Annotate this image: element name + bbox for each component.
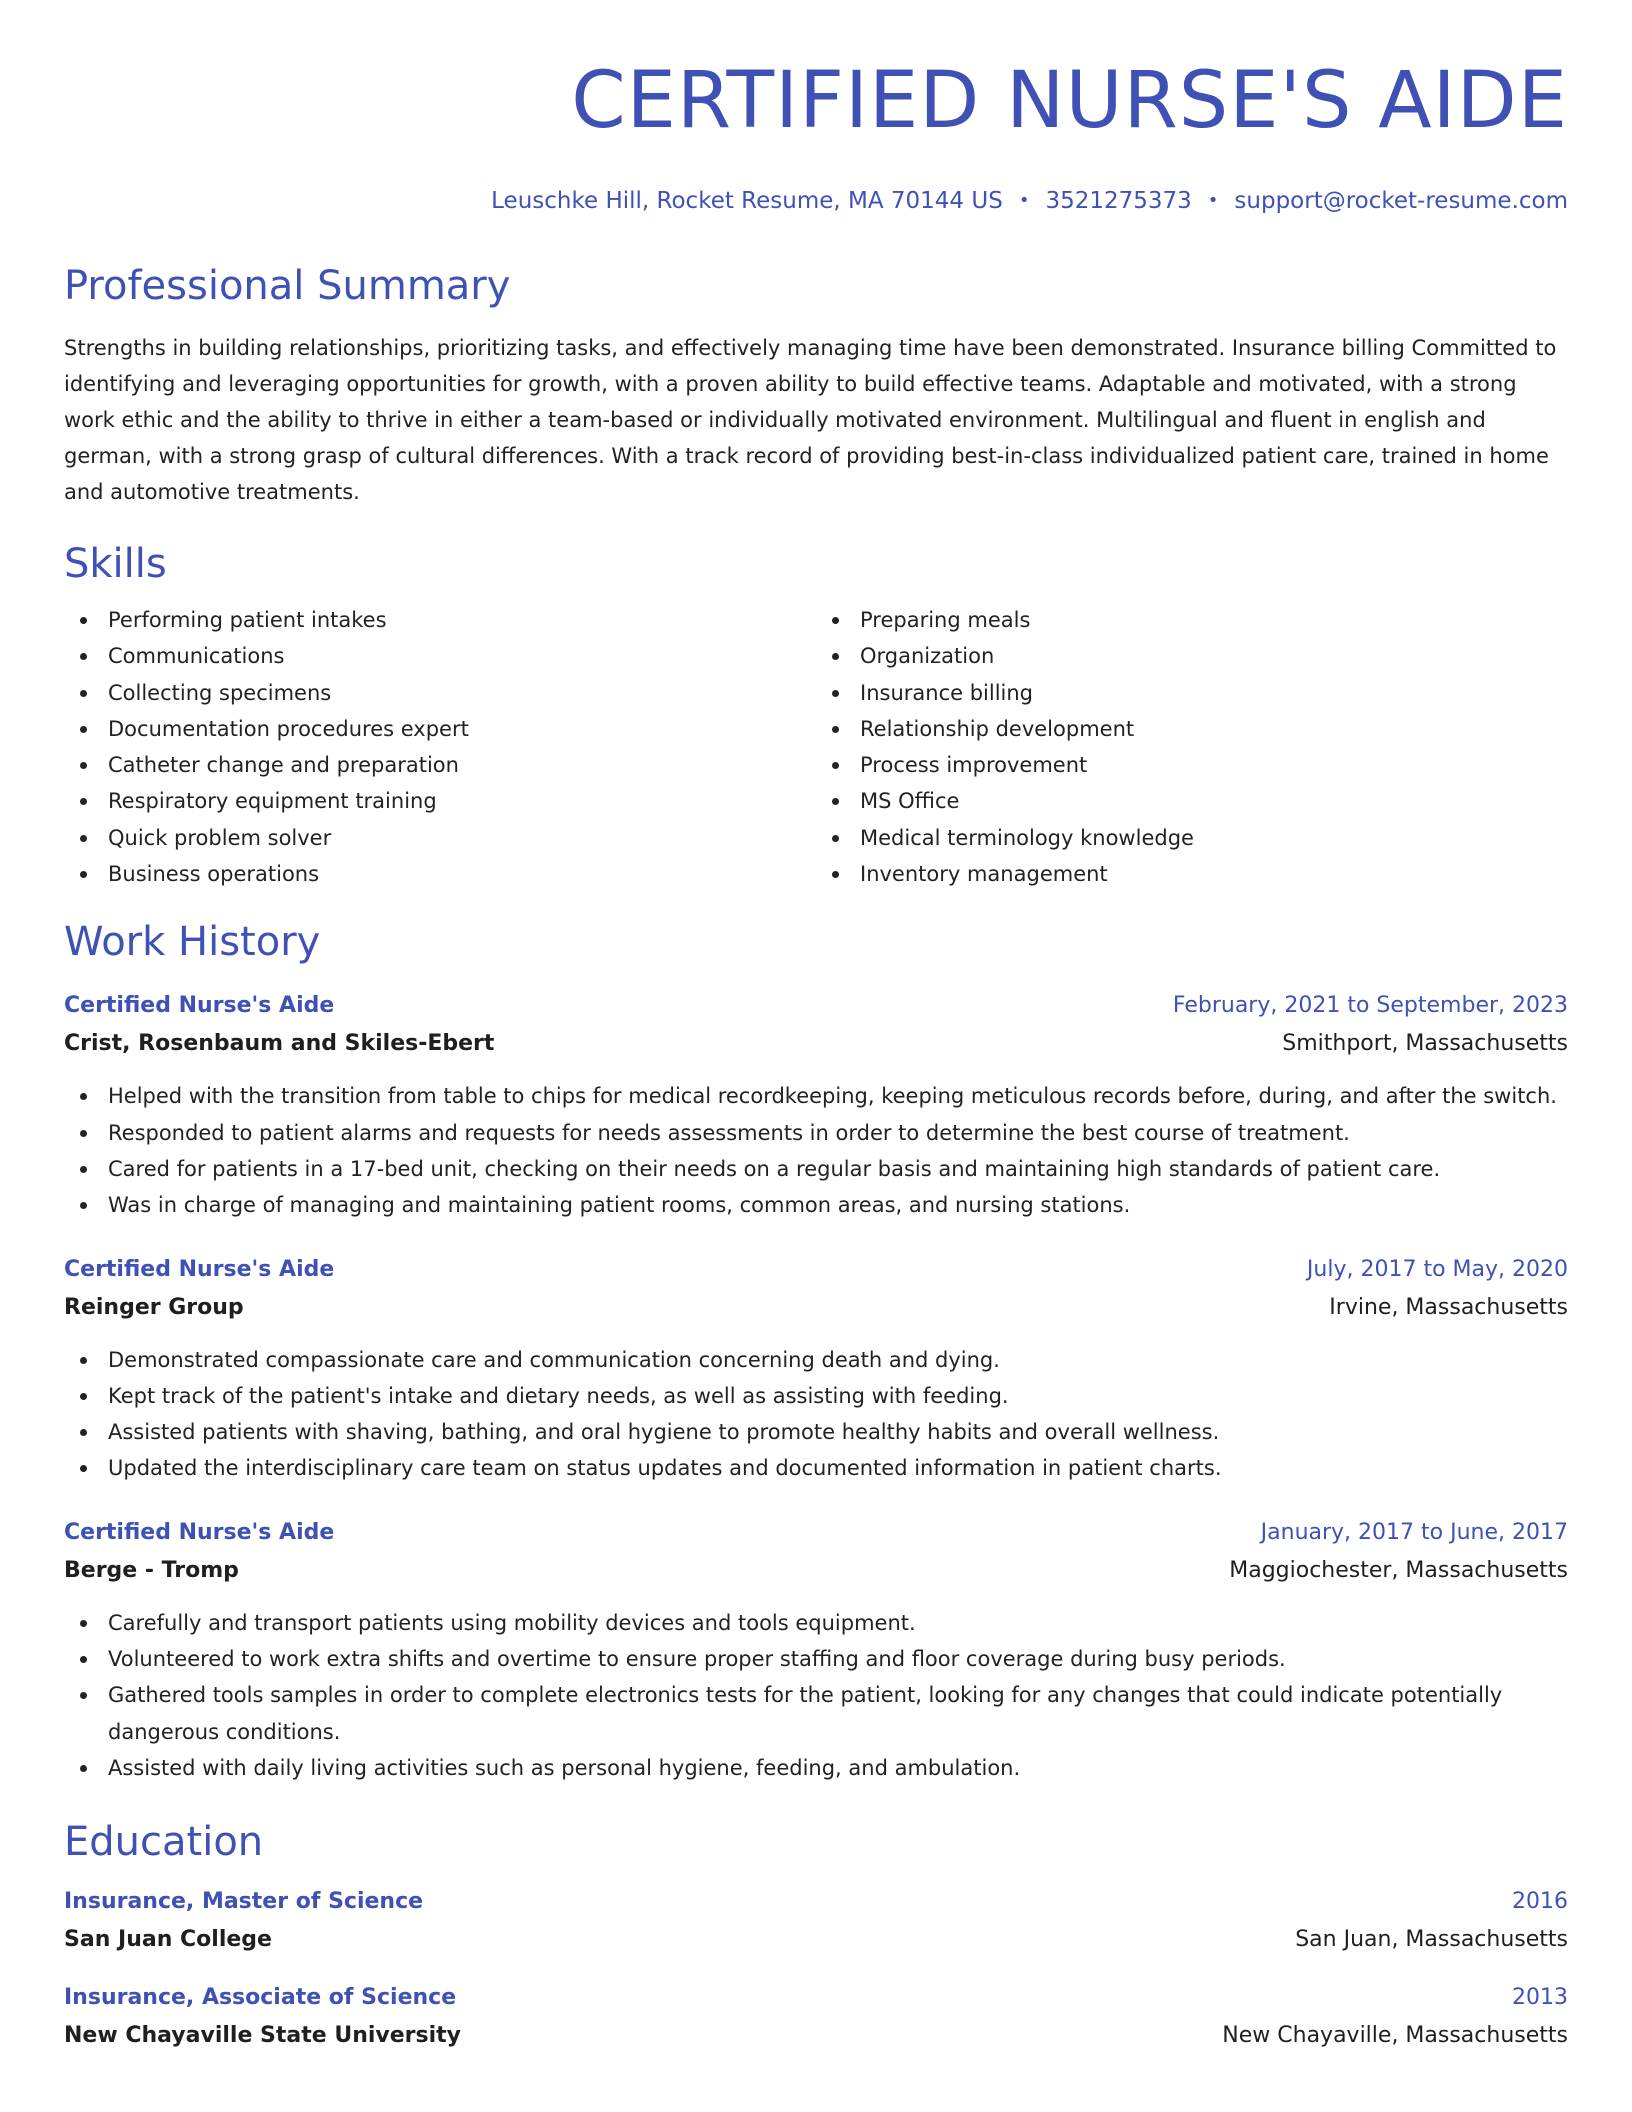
skill-item: Collecting specimens [108,675,816,711]
candidate-title: CERTIFIED NURSE'S AIDE [571,56,1568,146]
contact-address: Leuschke Hill, Rocket Resume, MA 70144 US [491,188,1003,214]
degree-name: Insurance, Master of Science [64,1889,424,1915]
contact-email[interactable]: support@rocket-resume.com [1234,188,1568,214]
skill-item: Organization [860,638,1568,674]
skill-item: Medical terminology knowledge [860,820,1568,856]
work-entry-header [64,1254,1568,1286]
skills-column-left [64,602,816,892]
duty-item: Helped with the transition from table to chips for medical recordkeeping, keeping meticulous records before, during, and after the switch. [108,1078,1568,1114]
school-location: San Juan, Massachusetts [1295,1927,1568,1953]
education-entry [64,1982,1568,2054]
job-duties [64,1605,1568,1786]
job-title: Certified Nurse's Aide [64,993,335,1019]
skill-item: Catheter change and preparation [108,747,816,783]
skill-item: Inventory management [860,856,1568,892]
contact-separator: • [1207,190,1219,211]
school-name: San Juan College [64,1927,272,1953]
skills-heading: Skills [64,541,167,587]
duty-item: Updated the interdisciplinary care team on status updates and documented information in patient charts. [108,1450,1568,1486]
skill-item: Respiratory equipment training [108,783,816,819]
duty-item: Kept track of the patient's intake and dietary needs, as well as assisting with feeding. [108,1378,1568,1414]
job-location: Smithport, Massachusetts [1282,1031,1568,1057]
skill-item: Quick problem solver [108,820,816,856]
degree-name: Insurance, Associate of Science [64,1985,457,2011]
education-entry-subheader [64,1918,1568,1958]
contact-separator: • [1018,190,1030,211]
school-name: New Chayaville State University [64,2023,461,2049]
graduation-year: 2013 [1512,1985,1568,2011]
job-dates: January, 2017 to June, 2017 [1260,1519,1568,1545]
work-entry [64,1517,1568,1786]
summary-heading: Professional Summary [64,263,511,309]
graduation-year: 2016 [1512,1889,1568,1915]
duty-item: Demonstrated compassionate care and communication concerning death and dying. [108,1342,1568,1378]
duty-item: Was in charge of managing and maintaining patient rooms, common areas, and nursing stations. [108,1187,1568,1223]
work-entry-subheader [64,1286,1568,1326]
contact-line [64,186,1568,216]
job-title: Certified Nurse's Aide [64,1519,335,1545]
skill-item: Process improvement [860,747,1568,783]
work-entry-subheader [64,1549,1568,1589]
job-dates: February, 2021 to September, 2023 [1172,993,1568,1019]
skill-item: Relationship development [860,711,1568,747]
company-name: Crist, Rosenbaum and Skiles-Ebert [64,1031,495,1057]
work-entry-subheader [64,1022,1568,1062]
education-entry [64,1886,1568,1958]
job-location: Irvine, Massachusetts [1329,1294,1568,1320]
skill-item: Performing patient intakes [108,602,816,638]
company-name: Berge - Tromp [64,1557,239,1583]
work-entry [64,1254,1568,1487]
skills-grid [64,602,1568,892]
duty-item: Gathered tools samples in order to complete electronics tests for the patient, looking for any changes that could indicate potentially dangerous conditions. [108,1677,1568,1750]
duty-item: Cared for patients in a 17-bed unit, checking on their needs on a regular basis and maintaining high standards of patient care. [108,1151,1568,1187]
education-entry-header [64,1886,1568,1918]
summary-text: Strengths in building relationships, prioritizing tasks, and effectively managing time have been demonstrated. Insurance billing Committed to identifying and leveraging opportunities for growth, with a proven ability to build effective teams. Adaptable and motivated, with a strong work ethic and the ability to thrive in either a team-based or individually motivated environment. Multilingual and fluent in english and german, with a strong grasp of cultural differences. With a track record of providing best-in-class individualized patient care, trained in home and automotive treatments. [64,336,1557,504]
skill-item: MS Office [860,783,1568,819]
school-location: New Chayaville, Massachusetts [1222,2023,1568,2049]
work-entry-header [64,1517,1568,1549]
skill-item: Documentation procedures expert [108,711,816,747]
job-title: Certified Nurse's Aide [64,1256,335,1282]
company-name: Reinger Group [64,1294,244,1320]
duty-item: Carefully and transport patients using mobility devices and tools equipment. [108,1605,1568,1641]
education-entry-header [64,1982,1568,2014]
duty-item: Assisted patients with shaving, bathing, and oral hygiene to promote healthy habits and overall wellness. [108,1414,1568,1450]
work-entry [64,990,1568,1223]
contact-phone: 3521275373 [1045,188,1192,214]
skill-item: Communications [108,638,816,674]
skill-item: Business operations [108,856,816,892]
skills-column-right [816,602,1568,892]
skill-item: Preparing meals [860,602,1568,638]
work-entry-header [64,990,1568,1022]
duty-item: Volunteered to work extra shifts and overtime to ensure proper staffing and floor coverage during busy periods. [108,1641,1568,1677]
job-duties [64,1078,1568,1223]
job-dates: July, 2017 to May, 2020 [1306,1256,1568,1282]
skill-item: Insurance billing [860,675,1568,711]
work-history-heading: Work History [64,919,321,966]
job-duties [64,1342,1568,1487]
education-entry-subheader [64,2014,1568,2054]
duty-item: Responded to patient alarms and requests for needs assessments in order to determine the best course of treatment. [108,1115,1568,1151]
job-location: Maggiochester, Massachusetts [1229,1557,1568,1583]
education-heading: Education [64,1819,264,1866]
duty-item: Assisted with daily living activities such as personal hygiene, feeding, and ambulation. [108,1750,1568,1786]
